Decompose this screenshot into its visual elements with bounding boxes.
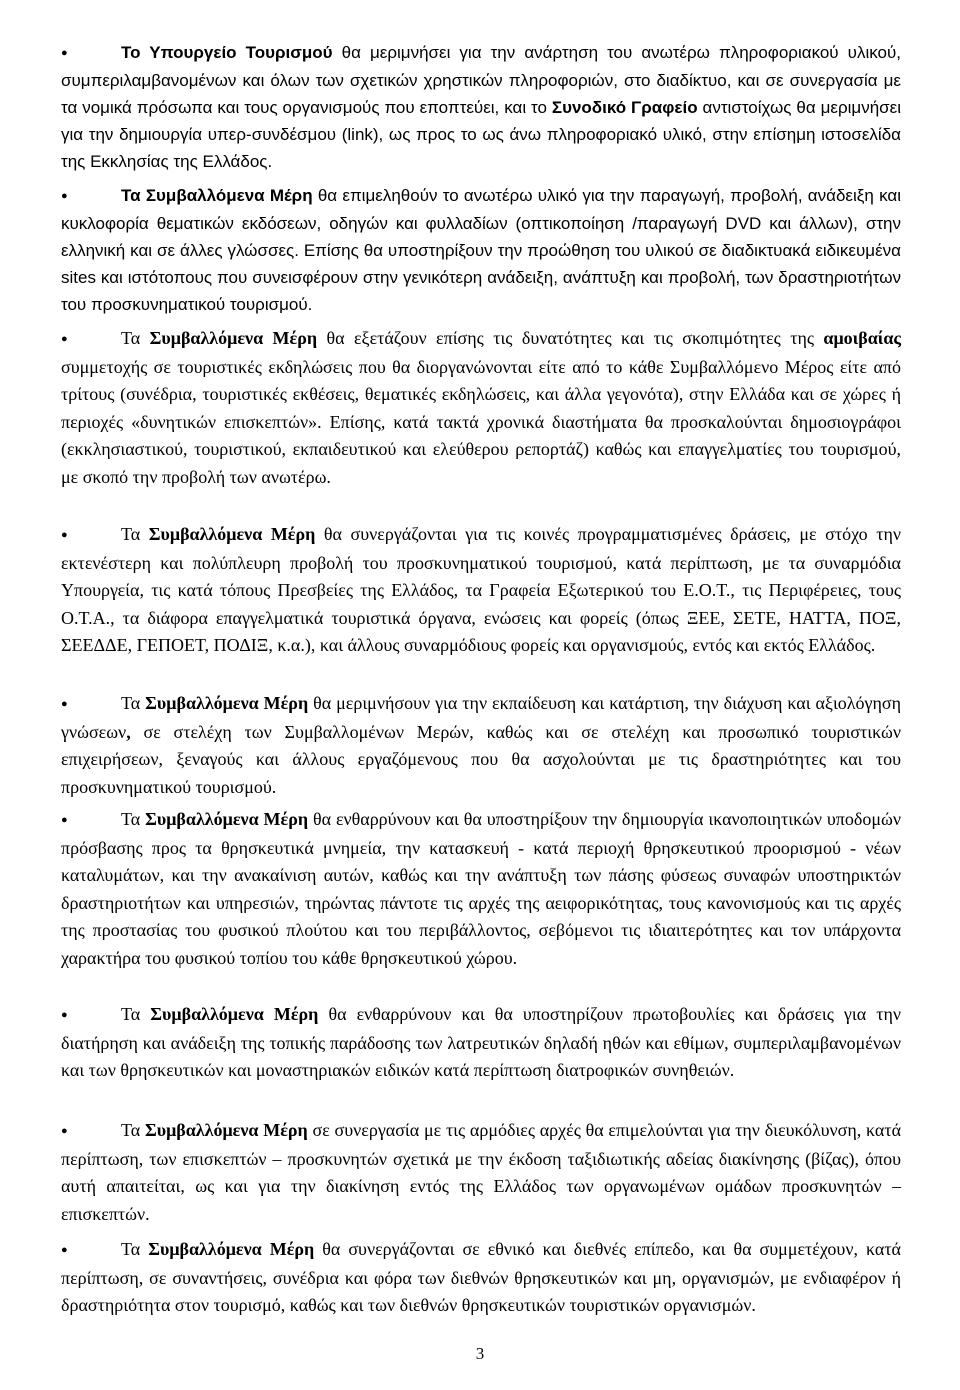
text-run: θα ενθαρρύνουν και θα υποστηρίξουν την δημιουργία ικανοποιητικών υποδομών πρόσβασης προς τα θρησκευτικά μνημεία, την κατασκευή - κατά περιοχή θρησκευτικού προορισμού - νέων καταλυμάτων, και την ανακαίνιση αυτών, καθώς και την ανάπτυξη των πάσης φύσεως συναφών υποστηρικτών δραστηριοτήτων και υπηρεσιών, τηρώντας πάντοτε τις αρχές της αειφορικότητας, τους κανονισμούς και τις αρχές της προστασίας του φυσικού πλούτου και του περιβάλλοντος, σεβόμενοι τις ιδιαιτερότητες και τον υπάρχοντα χαρακτήρα του φυσικού τοπίου του κάθε θρησκευτικού χώρου. (61, 809, 902, 968)
bold-text-run: Συμβαλλόμενα Μέρη (144, 1120, 308, 1140)
page-number: 3 (475, 1344, 485, 1363)
bullet-icon: ● (61, 1244, 68, 1256)
paragraph-mutual-participation (61, 325, 901, 491)
bold-text-run: Συμβαλλόμενα Μέρη (148, 1239, 315, 1259)
bold-text-run: Τα Συμβαλλόμενα Μέρη (121, 186, 313, 205)
text-run: Τα (121, 1239, 149, 1259)
bold-text-run: Συμβαλλόμενα Μέρη (145, 809, 309, 829)
bold-text-run: Συμβαλλόμενα Μέρη (149, 328, 318, 348)
bullet-icon: ● (61, 333, 68, 345)
bold-text-run: Συμβαλλόμενα Μέρη (145, 693, 309, 713)
text-run: αντιστοίχως θα μεριμνήσει για την δημιουργία υπερ-συνδέσμου (link), ως προς το ως άνω πληροφοριακό υλικό, στην επίσημη ιστοσελίδα της Εκκλησίας της Ελλάδος. (61, 98, 902, 171)
text-run: Τα (121, 1120, 145, 1140)
text-run: Τα (121, 693, 146, 713)
text-run: συμμετοχής σε τουριστικές εκδηλώσεις που θα διοργανώνονται είτε από το κάθε Συμβαλλόμενο Μέρος είτε από τρίτους (συνέδρια, τουριστικές εκθέσεις, θεματικές εκδηλώσεις, και άλλα γεγονότα), στην Ελλάδα και σε χώρες ή περιοχές «δυνητικών επισκεπτών». Επίσης, κατά τακτά χρονικά διαστήματα θα προσκαλούνται δημοσιογράφοι (εκκλησιαστικού, τουριστικού, εκπαιδευτικού και ελεύθερου ρεπορτάζ) καθώς και επαγγελματίες του τουρισμού, με σκοπό την προβολή των ανωτέρω. (61, 356, 901, 487)
paragraph-visa (61, 1117, 901, 1228)
paragraph-infrastructure (61, 806, 901, 972)
text-run: θα επιμεληθούν το ανωτέρω υλικό για την παραγωγή, προβολή, ανάδειξη και κυκλοφορία θεματικών εκδόσεων, οδηγών και φυλλαδίων (οπτικοποίηση /παραγωγή DVD και άλλων), στην ελληνική και σε άλλες γλώσσες. Επίσης θα υποστηρίξουν την προώθηση του υλικού σε διαδικτυακά ειδικευμένα sites και ιστότοπους που συνεισφέρουν στην γενικότερη ανάδειξη, ανάπτυξη και προβολή, των δραστηριοτήτων του προσκυνηματικού τουρισμού. (61, 186, 901, 314)
paragraph-training (61, 690, 901, 801)
bold-text-run: Το Υπουργείο Τουρισμού (121, 43, 333, 62)
bullet-icon: ● (61, 47, 68, 59)
bullet-icon: ● (61, 1125, 68, 1137)
bold-text-run: αμοιβαίας (823, 328, 902, 348)
text-run: Τα (121, 524, 149, 544)
text-run: Τα (121, 1004, 151, 1024)
text-run: θα μεριμνήσει για την ανάρτηση του ανωτέρω πληροφοριακού υλικού, συμπεριλαμβανομένων και όλων των σχετικών χρηστικών πληροφοριών, στο διαδίκτυο, και σε συνεργασία με τα νομικά πρόσωπα και τους οργανισμούς που εποπτεύει, και το (61, 43, 902, 117)
text-run: θα μεριμνήσουν για την εκπαίδευση και κατάρτιση, την διάχυση και αξιολόγηση γνώσεων (61, 693, 902, 742)
bullet-icon: ● (61, 190, 68, 202)
bullet-icon: ● (61, 698, 68, 710)
bold-text-run: Συμβαλλόμενα Μέρη (148, 524, 316, 544)
paragraph-cooperation (61, 521, 901, 660)
text-run: Τα (121, 809, 146, 829)
text-run: θα εξετάζουν επίσης τις δυνατότητες και τις σκοπιμότητες της (317, 328, 824, 348)
paragraph-ministry-tourism (61, 39, 901, 175)
bold-text-run: Συμβαλλόμενα Μέρη (150, 1004, 319, 1024)
bullet-icon: ● (61, 1009, 68, 1021)
bold-text-run: Συνοδικό Γραφείο (551, 98, 698, 117)
text-run: σε συνεργασία με τις αρμόδιες αρχές θα επιμελούνται για την διευκόλυνση, κατά περίπτωση, των επισκεπτών – προσκυνητών σχετικά με την έκδοση ταξιδιωτικής αδείας διακίνησης (βίζας), όπου αυτή απαιτείται, ως και για την διακίνηση εντός της Ελλάδος των οργανωμένων ομάδων προσκυνητών – επισκεπτών. (61, 1120, 902, 1224)
text-run: θα συνεργάζονται σε εθνικό και διεθνές επίπεδο, και θα συμμετέχουν, κατά περίπτωση, σε συναντήσεις, συνέδρια και φόρα των διεθνών θρησκευτικών και μη, οργανισμών, με ενδιαφέρον ή δραστηριότητα στον τουρισμό, καθώς και των διεθνών θρησκευτικών τουριστικών οργανισμών. (61, 1239, 901, 1315)
bullet-icon: ● (61, 814, 68, 826)
text-run: θα ενθαρρύνουν και θα υποστηρίζουν πρωτοβουλίες και δράσεις για την διατήρηση και ανάδειξη της τοπικής παράδοσης των λατρευτικών δηλαδή ηθών και εθίμων, συμπεριλαμβανομένων και των θρησκευτικών και μοναστηριακών ειδικών κατά περίπτωση διατροφικών συνηθειών. (61, 1004, 902, 1080)
paragraph-international (61, 1236, 901, 1320)
text-run: σε στελέχη των Συμβαλλομένων Μερών, καθώς και σε στελέχη και προσωπικό τουριστικών επιχειρήσεων, ξεναγούς και άλλους εργαζόμενους που θα ασχολούνται με τις δραστηριότητες και του προσκυνηματικού τουρισμού. (61, 721, 901, 797)
paragraph-traditions (61, 1001, 901, 1085)
bullet-icon: ● (61, 529, 68, 541)
text-run: Τα (121, 328, 150, 348)
text-run: θα συνεργάζονται για τις κοινές προγραμματισμένες δράσεις, με στόχο την εκτενέστερη και πολύπλευρη προβολή του προσκυνηματικού τουρισμού, κατά περίπτωση, με τα συναρμόδια Υπουργεία, τις κατά τόπους Πρεσβείες της Ελλάδος, τα Γραφεία Εξωτερικού του Ε.Ο.Τ., τις Περιφέρειες, τους Ο.Τ.Α., τα διάφορα επαγγελματικά τουριστικά όργανα, ενώσεις και φορείς (όπως ΞΕΕ, ΣΕΤΕ, ΗΑΤΤΑ, ΠΟΞ, ΣΕΕΔΔΕ, ΓΕΠΟΕΤ, ΠΟΔΙΞ, κ.α.), και άλλους συναρμόδιους φορείς και οργανισμούς, εντός και εκτός Ελλάδος. (61, 524, 902, 655)
bold-text-run: , (126, 721, 131, 742)
paragraph-publications (61, 182, 901, 318)
